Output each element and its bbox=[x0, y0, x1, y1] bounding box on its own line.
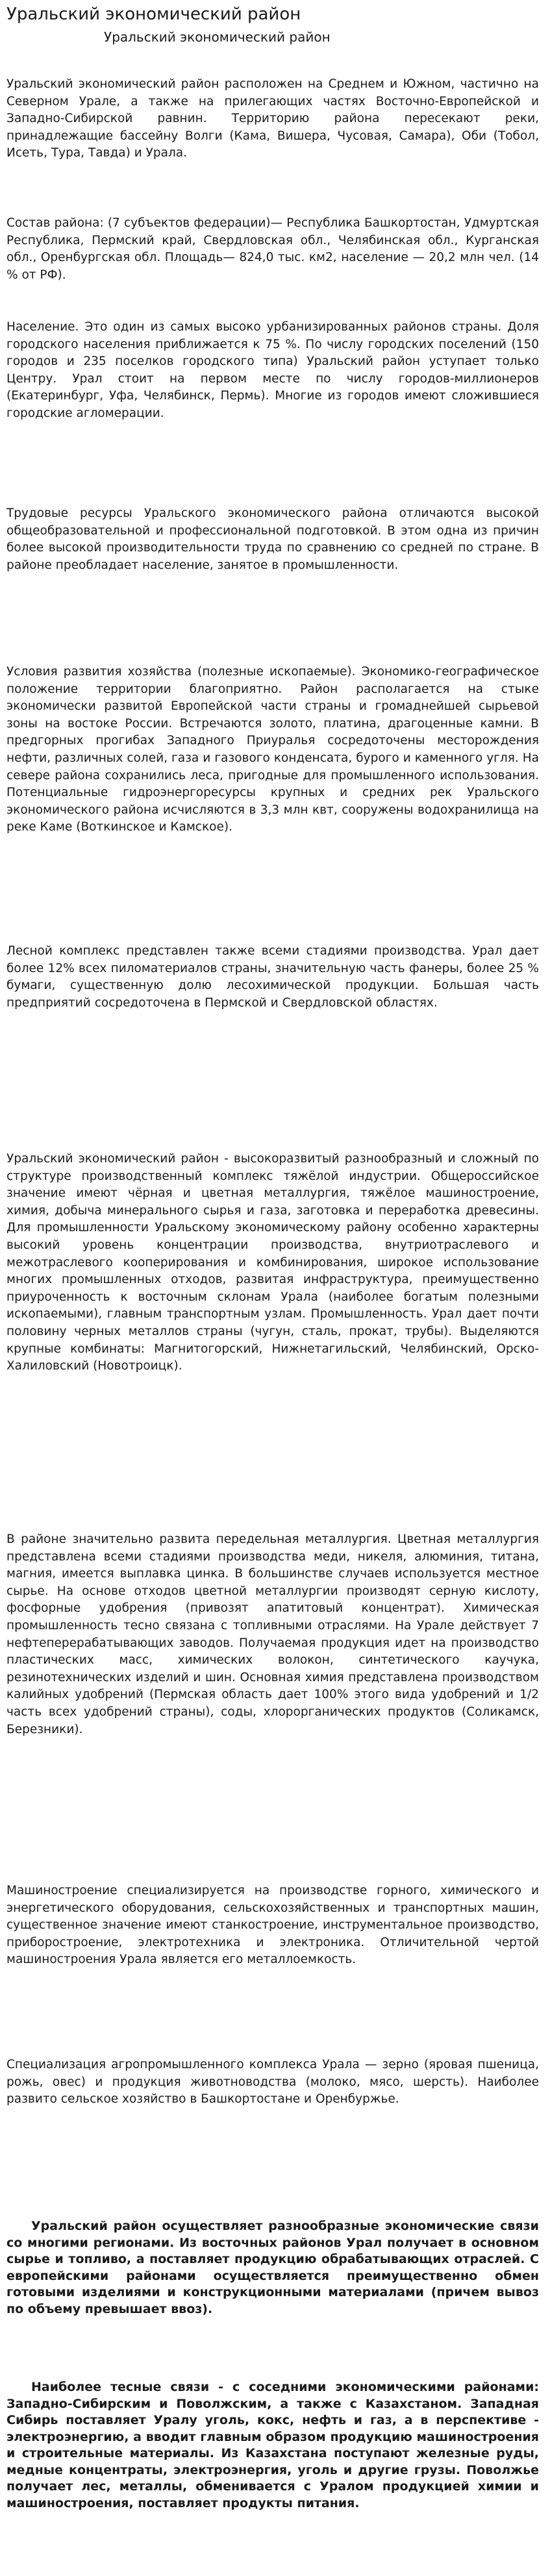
paragraph-machine-building: Машиностроение специализируется на производстве горного, химического и энергетического оборудования, сельскохозяйственных и транспортных машин, существенное значение имеют станкостроение, инструментальное производство, приборостроение, электротехника и электроника. Отличительной чертой машиностроения Урала является его металлоемкость. bbox=[6, 1884, 539, 1967]
document-subtitle: Уральский экономический район bbox=[104, 29, 331, 45]
paragraph-location: Уральский экономический район расположен на Среднем и Южном, частично на Северном Урале, а также на прилегающих частях Восточно-Европейской и Западно-Сибирской равнин. Территорию района пересекают реки, принадлежащие бассейну Волги (Кама, Вишера, Чусовая, Самара), Оби (Тобол, Исеть, Тура, Тавда) и Урала. bbox=[6, 77, 539, 160]
paragraph-population: Население. Это один из самых высоко урбанизированных районов страны. Доля городского населения приближается к 75 %. По числу городских поселений (150 городов и 235 поселков городского типа) Уральский район уступает только Центру. Урал стоит на первом месте по числу городов-миллионеров (Екатеринбург, Уфа, Челябинск, Пермь). Многие из городов имеют сложившиеся городские агломерации. bbox=[6, 320, 539, 420]
paragraph-natural-conditions: Условия развития хозяйства (полезные ископаемые). Экономико-географическое положение территории благоприятно. Район располагается на стыке экономически развитой Европейской части страны и громаднейшей сырьевой зоны на востоке России. Встречаются золото, платина, драгоценные камни. В предгорных прогибах Западного Приуралья сосредоточены месторождения нефти, различных солей, газа и газового конденсата, бурого и каменного угля. На севере района сохранились леса, пригодные для промышленного использования. Потенциальные гидроэнергоресурсы крупных и средних рек Уральского экономического района исчисляются в 3,3 млн квт, сооружены водохранилища на реке Каме (Воткинское и Камское). bbox=[6, 665, 539, 834]
paragraph-composition: Состав района: (7 субъектов федерации)— Республика Башкортостан, Удмуртская Республика, Пермский край, Свердловская обл., Челябинская обл., Курганская обл., Оренбургская обл. Площадь— 824,0 тыс. км2, население — 20,2 млн чел. (14 % от РФ). bbox=[6, 216, 539, 282]
paragraph-economic-links: Уральский район осуществляет разнообразные экономические связи со многими регионами. Из восточных районов Урал получает в основном сырье и топливо, а поставляет продукцию обрабатывающих отраслей. С европейскими районами осуществляется преимущественно обмен готовыми изделиями и конструкционными материалами (причем вывоз по объему превышает ввоз). bbox=[6, 2219, 539, 2316]
paragraph-metallurgy-chemistry: В районе значительно развита передельная металлургия. Цветная металлургия представлена всеми стадиями производства меди, никеля, алюминия, титана, магния, имеется выплавка цинка. В большинстве случаев используется местное сырье. На основе отходов цветной металлургии производят серную кислоту, фосфорные удобрения (привозят апатитовый концентрат). Химическая промышленность тесно связана с топливными отраслями. На Урале действует 7 нефтеперерабатывающих заводов. Получаемая продукция идет на производство пластических масс, химических волокон, синтетического каучука, резинотехнических изделий и шин. Основная химия представлена производством калийных удобрений (Пермская область дает 100% этого вида удобрений и 1/2 часть всех удобрений страны), соды, хлорорганических продуктов (Соликамск, Березники). bbox=[6, 1532, 539, 1736]
paragraph-agriculture: Специализация агропромышленного комплекса Урала — зерно (яровая пшеница, рожь, овес) и продукция животноводства (молоко, мясо, шерсть). Наиболее развито сельское хозяйство в Башкортостане и Оренбуржье. bbox=[6, 2058, 539, 2107]
paragraph-industry: Уральский экономический район - высокоразвитый разнообразный и сложный по структуре производственный комплекс тяжёлой индустрии. Общероссийское значение имеют чёрная и цветная металлургия, тяжёлое машиностроение, химия, добыча минерального сырья и газа, заготовка и переработка древесины. Для промышленности Уральскому экономическому району особенно характерны высокий уровень концентрации производства, внутриотраслевого и межотраслевого кооперирования и комбинирования, широкое использование многих промышленных отходов, развитая инфраструктура, преимущественно приуроченность к восточным склонам Урала (наиболее богатым полезными ископаемыми), главным транспортным узлам. Промышленность. Урал дает почти половину черных металлов страны (чугун, сталь, прокат, трубы). Выделяются крупные комбинаты: Магнитогорский, Нижнетагильский, Челябинский, Орско-Халиловский (Новотроицк). bbox=[6, 1152, 539, 1373]
document-title: Уральский экономический район bbox=[6, 5, 301, 24]
paragraph-neighbor-links: Наиболее тесные связи - с соседними экономическими районами: Западно-Сибирским и Поволжским, а также с Казахстаном. Западная Сибирь поставляет Уралу уголь, кокс, нефть и газ, а в перспективе - электроэнергию, а вводит главным образом продукцию машиностроения и строительные материалы. Из Казахстана поступают железные руды, медные концентраты, электроэнергия, уголь и другие грузы. Поволжье получает лес, металлы, обменивается с Уралом продукцией химии и машиностроения, поставляет продукты питания. bbox=[6, 2380, 539, 2510]
paragraph-forest-complex: Лесной комплекс представлен также всеми стадиями производства. Урал дает более 12% всех пиломатериалов страны, значительную часть фанеры, более 25 % бумаги, существенную долю лесохимической продукции. Большая часть предприятий сосредоточена в Пермской и Свердловской областях. bbox=[6, 944, 539, 1010]
paragraph-labor-resources: Трудовые ресурсы Уральского экономического района отличаются высокой общеобразовательной и профессиональной подготовкой. В этом одна из причин более высокой производительности труда по сравнению со средней по стране. В районе преобладает население, занятое в промышленности. bbox=[6, 506, 539, 572]
